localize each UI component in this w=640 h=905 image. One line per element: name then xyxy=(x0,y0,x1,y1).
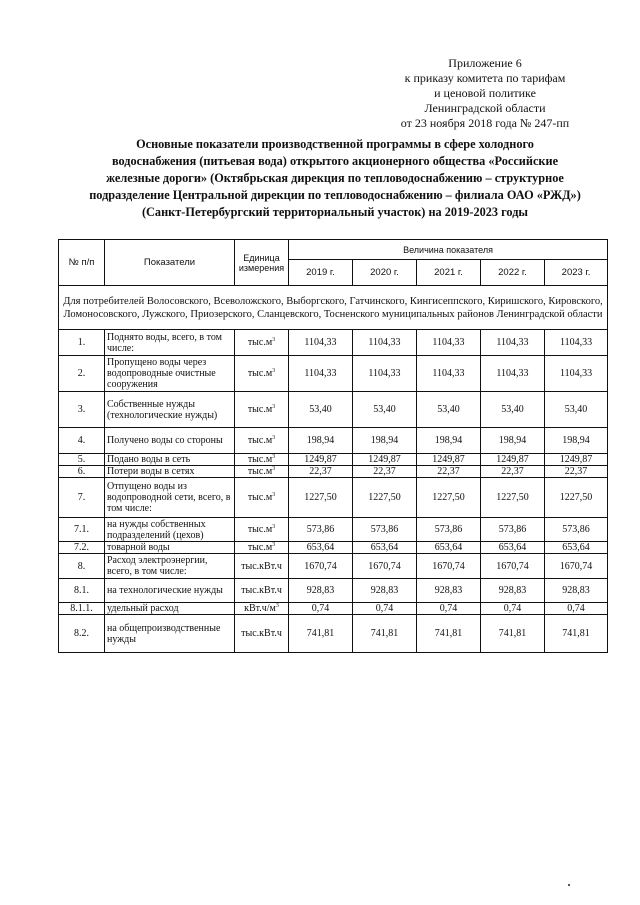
row-value: 0,74 xyxy=(545,603,608,615)
row-value: 573,86 xyxy=(545,518,608,542)
row-value: 653,64 xyxy=(289,542,353,554)
row-indicator: Потери воды в сетях xyxy=(105,466,235,478)
row-value: 53,40 xyxy=(545,392,608,428)
row-unit xyxy=(235,454,289,466)
row-number: 7.1. xyxy=(59,518,105,542)
row-value: 1227,50 xyxy=(417,478,481,518)
row-indicator: Отпущено воды из водопроводной сети, всего, в том числе: xyxy=(105,478,235,518)
appendix-line: к приказу комитета по тарифам xyxy=(404,71,566,85)
row-value: 1104,33 xyxy=(289,356,353,392)
row-value: 198,94 xyxy=(481,428,545,454)
unit-text: тыс.м xyxy=(247,404,273,415)
row-value: 1249,87 xyxy=(545,454,608,466)
unit-superscript: 3 xyxy=(272,435,276,441)
row-value: 928,83 xyxy=(545,579,608,603)
row-indicator: удельный расход xyxy=(105,603,235,615)
header-indicator: Показатели xyxy=(105,240,235,286)
row-number: 5. xyxy=(59,454,105,466)
title-line: (Санкт-Петербургский территориальный участок) на 2019-2023 годы xyxy=(141,205,529,219)
unit-superscript: 3 xyxy=(272,542,276,548)
row-number: 8.2. xyxy=(59,615,105,653)
row-value: 573,86 xyxy=(417,518,481,542)
row-number: 7.2. xyxy=(59,542,105,554)
table-row xyxy=(59,466,608,478)
row-value: 653,64 xyxy=(545,542,608,554)
unit-superscript: 3 xyxy=(272,337,276,343)
row-unit xyxy=(235,428,289,454)
row-value: 1104,33 xyxy=(481,356,545,392)
row-value: 1249,87 xyxy=(289,454,353,466)
row-unit xyxy=(235,466,289,478)
row-value: 573,86 xyxy=(353,518,417,542)
row-value: 198,94 xyxy=(289,428,353,454)
group-label: Для потребителей Волосовского, Всеволожского, Выборгского, Гатчинского, Кингисеппского, Киришского, Кировского, Ломоносовского, Лужского, Приозерского, Сланцевского, Тосненского муниципальных районов Ленинградской области xyxy=(59,286,608,330)
row-number: 8.1.1. xyxy=(59,603,105,615)
unit-text: тыс.кВт.ч xyxy=(241,560,282,572)
row-indicator: товарной воды xyxy=(105,542,235,554)
unit-text: тыс.кВт.ч xyxy=(241,628,282,639)
header-value: Величина показателя xyxy=(289,240,608,260)
table-row xyxy=(59,356,608,392)
row-indicator: на общепроизводственные нужды xyxy=(105,615,235,653)
row-unit xyxy=(235,330,289,356)
table-row xyxy=(59,478,608,518)
row-value: 1104,33 xyxy=(289,330,353,356)
unit-text: тыс.м xyxy=(247,524,273,535)
row-value: 1104,33 xyxy=(545,330,608,356)
row-value: 22,37 xyxy=(545,466,608,478)
row-value: 653,64 xyxy=(353,542,417,554)
header-year: 2023 г. xyxy=(545,260,608,286)
appendix-line: Ленинградской области xyxy=(424,101,546,115)
row-value: 1249,87 xyxy=(417,454,481,466)
unit-superscript: 3 xyxy=(275,603,279,609)
row-value: 1227,50 xyxy=(481,478,545,518)
row-indicator: на нужды собственных подразделений (цехов) xyxy=(105,518,235,542)
row-unit xyxy=(235,603,289,615)
table-row xyxy=(59,392,608,428)
row-value: 1670,74 xyxy=(353,554,417,579)
row-value: 1104,33 xyxy=(417,330,481,356)
row-unit xyxy=(235,554,289,579)
row-unit xyxy=(235,392,289,428)
row-unit xyxy=(235,615,289,653)
row-value: 741,81 xyxy=(417,615,481,653)
unit-text: тыс.м xyxy=(247,435,273,446)
table-row xyxy=(59,428,608,454)
unit-text: тыс.м xyxy=(247,368,273,379)
table-row xyxy=(59,518,608,542)
row-value: 0,74 xyxy=(289,603,353,615)
unit-text: тыс.м xyxy=(247,466,273,477)
table-row xyxy=(59,454,608,466)
row-unit xyxy=(235,356,289,392)
row-value: 1670,74 xyxy=(289,554,353,579)
row-number: 2. xyxy=(59,356,105,392)
title-line: Основные показатели производственной программы в сфере холодного xyxy=(136,137,534,151)
appendix-line: от 23 ноября 2018 года № 247-пп xyxy=(400,116,570,130)
row-value: 22,37 xyxy=(481,466,545,478)
row-value: 53,40 xyxy=(481,392,545,428)
unit-superscript: 3 xyxy=(272,454,276,460)
row-number: 3. xyxy=(59,392,105,428)
row-value: 53,40 xyxy=(353,392,417,428)
row-value: 198,94 xyxy=(353,428,417,454)
unit-text: тыс.м xyxy=(247,542,273,553)
table-row xyxy=(59,603,608,615)
table-row xyxy=(59,554,608,579)
row-indicator: Собственные нужды (технологические нужды) xyxy=(105,392,235,428)
row-value: 53,40 xyxy=(289,392,353,428)
row-unit xyxy=(235,518,289,542)
unit-text: тыс.м xyxy=(247,492,273,503)
title-line: водоснабжения (питьевая вода) открытого акционерного общества «Российские xyxy=(111,154,559,168)
row-value: 1104,33 xyxy=(353,356,417,392)
row-value: 1227,50 xyxy=(353,478,417,518)
row-value: 928,83 xyxy=(417,579,481,603)
row-value: 1670,74 xyxy=(417,554,481,579)
header-year: 2020 г. xyxy=(353,260,417,286)
table-row xyxy=(59,579,608,603)
table-row xyxy=(59,330,608,356)
row-number: 6. xyxy=(59,466,105,478)
unit-superscript: 3 xyxy=(272,466,276,472)
row-value: 1227,50 xyxy=(545,478,608,518)
row-value: 1104,33 xyxy=(417,356,481,392)
row-value: 1104,33 xyxy=(545,356,608,392)
unit-text: кВт.ч/м xyxy=(244,603,276,614)
row-value: 741,81 xyxy=(289,615,353,653)
row-value: 1249,87 xyxy=(353,454,417,466)
row-unit xyxy=(235,579,289,603)
document-title xyxy=(70,136,600,221)
row-indicator: Подано воды в сеть xyxy=(105,454,235,466)
row-value: 741,81 xyxy=(545,615,608,653)
title-line: железные дороги» (Октябрьская дирекция по тепловодоснабжению – структурное xyxy=(106,171,564,185)
row-value: 22,37 xyxy=(353,466,417,478)
row-value: 1104,33 xyxy=(353,330,417,356)
title-line: подразделение Центральной дирекции по тепловодоснабжению – филиала ОАО «РЖД») xyxy=(89,188,581,202)
row-value: 0,74 xyxy=(353,603,417,615)
row-value: 1104,33 xyxy=(481,330,545,356)
unit-superscript: 3 xyxy=(272,368,276,374)
scan-speck xyxy=(568,884,570,886)
header-year: 2021 г. xyxy=(417,260,481,286)
row-indicator: Получено воды со стороны xyxy=(105,428,235,454)
table-row xyxy=(59,542,608,554)
unit-text: тыс.м xyxy=(247,454,273,465)
row-value: 653,64 xyxy=(417,542,481,554)
row-value: 928,83 xyxy=(481,579,545,603)
header-year: 2019 г. xyxy=(289,260,353,286)
header-num: № п/п xyxy=(59,240,105,286)
appendix-line: Приложение 6 xyxy=(448,56,522,70)
row-number: 8. xyxy=(59,554,105,579)
row-value: 22,37 xyxy=(417,466,481,478)
row-number: 8.1. xyxy=(59,579,105,603)
row-value: 741,81 xyxy=(481,615,545,653)
table-row xyxy=(59,615,608,653)
row-unit xyxy=(235,542,289,554)
unit-text: тыс.кВт.ч xyxy=(241,585,282,596)
appendix-block xyxy=(380,56,590,131)
row-indicator: Пропущено воды через водопроводные очистные сооружения xyxy=(105,356,235,392)
header-year: 2022 г. xyxy=(481,260,545,286)
row-indicator: Расход электроэнергии, всего, в том числе: xyxy=(105,554,235,579)
unit-superscript: 3 xyxy=(272,524,276,530)
unit-superscript: 3 xyxy=(272,492,276,498)
row-value: 573,86 xyxy=(289,518,353,542)
row-value: 653,64 xyxy=(481,542,545,554)
row-value: 741,81 xyxy=(353,615,417,653)
row-indicator: на технологические нужды xyxy=(105,579,235,603)
row-unit xyxy=(235,478,289,518)
row-value: 198,94 xyxy=(545,428,608,454)
row-value: 1249,87 xyxy=(481,454,545,466)
row-value: 1670,74 xyxy=(481,554,545,579)
row-number: 4. xyxy=(59,428,105,454)
row-value: 198,94 xyxy=(417,428,481,454)
row-number: 7. xyxy=(59,478,105,518)
row-value: 53,40 xyxy=(417,392,481,428)
row-value: 928,83 xyxy=(289,579,353,603)
header-unit: Единица измерения xyxy=(235,240,289,286)
row-value: 573,86 xyxy=(481,518,545,542)
row-value: 0,74 xyxy=(481,603,545,615)
row-value: 928,83 xyxy=(353,579,417,603)
appendix-line: и ценовой политике xyxy=(434,86,536,100)
row-value: 22,37 xyxy=(289,466,353,478)
row-value: 1227,50 xyxy=(289,478,353,518)
row-value: 0,74 xyxy=(417,603,481,615)
row-indicator: Поднято воды, всего, в том числе: xyxy=(105,330,235,356)
row-value: 1670,74 xyxy=(545,554,608,579)
unit-text: тыс.м xyxy=(247,337,273,348)
unit-superscript: 3 xyxy=(272,404,276,410)
indicators-table xyxy=(58,239,608,653)
row-number: 1. xyxy=(59,330,105,356)
